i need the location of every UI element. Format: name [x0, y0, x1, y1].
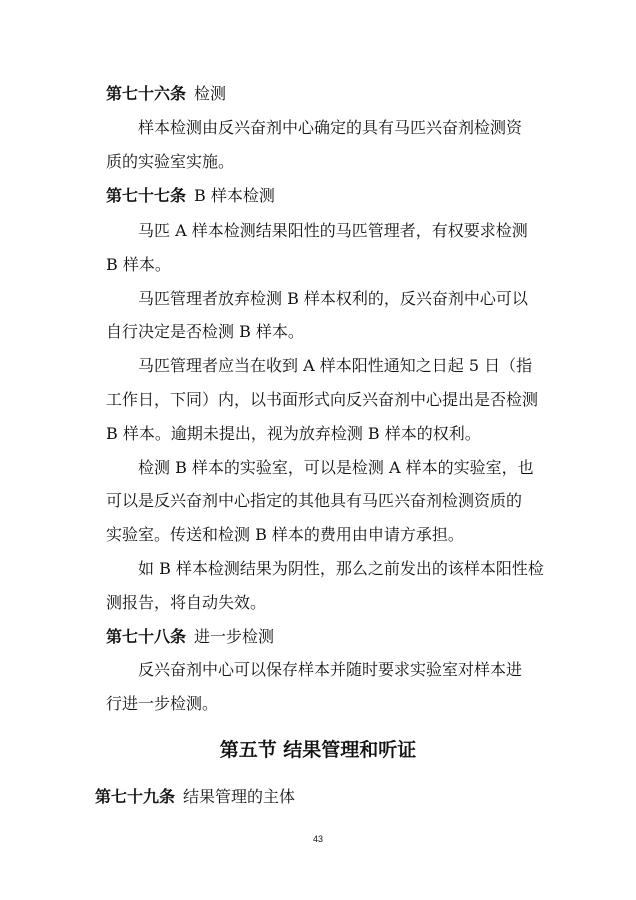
paragraph-line: 测报告，将自动失效。: [106, 593, 267, 612]
article-title: 结果管理的主体: [183, 787, 296, 806]
paragraph-line: 马匹 A 样本检测结果阳性的马匹管理者，有权要求检测: [138, 221, 528, 240]
paragraph-line: 如 B 样本检测结果为阴性，那么之前发出的该样本阳性检: [138, 559, 544, 578]
article-number: 第七十六条: [106, 84, 187, 103]
paragraph-line: 工作日，下同）内，以书面形式向反兴奋剂中心提出是否检测: [106, 390, 539, 409]
article-number: 第七十八条: [106, 627, 187, 646]
paragraph-line: 样本检测由反兴奋剂中心确定的具有马匹兴奋剂检测资: [138, 118, 523, 137]
article-77-heading: [106, 186, 275, 206]
paragraph-line: 可以是反兴奋剂中心指定的其他具有马匹兴奋剂检测资质的: [106, 491, 523, 510]
section-heading: 第五节 结果管理和听证: [219, 739, 417, 761]
article-title: 检测: [194, 84, 227, 103]
article-79-heading: [95, 787, 295, 807]
paragraph-line: 行进一步检测。: [106, 694, 219, 713]
article-76-heading: [106, 84, 226, 104]
article-number: 第七十九条: [95, 787, 176, 806]
paragraph-line: 实验室。传送和检测 B 样本的费用由申请方承担。: [106, 525, 464, 544]
article-title: 进一步检测: [194, 627, 275, 646]
paragraph-line: 检测 B 样本的实验室，可以是检测 A 样本的实验室，也: [138, 458, 534, 477]
paragraph-line: B 样本。逾期未提出，视为放弃检测 B 样本的权利。: [106, 424, 481, 443]
paragraph-line: B 样本。: [106, 255, 171, 274]
paragraph-line: 反兴奋剂中心可以保存样本并随时要求实验室对样本进: [138, 660, 523, 679]
article-title: B 样本检测: [194, 186, 275, 205]
paragraph-line: 马匹管理者应当在收到 A 样本阳性通知之日起 5 日（指: [138, 356, 533, 375]
article-78-heading: [106, 627, 274, 647]
paragraph-line: 自行决定是否检测 B 样本。: [106, 322, 304, 341]
paragraph-line: 质的实验室实施。: [106, 152, 235, 171]
page-number: 43: [312, 834, 323, 844]
article-number: 第七十七条: [106, 186, 187, 205]
paragraph-line: 马匹管理者放弃检测 B 样本权利的，反兴奋剂中心可以: [138, 289, 528, 308]
